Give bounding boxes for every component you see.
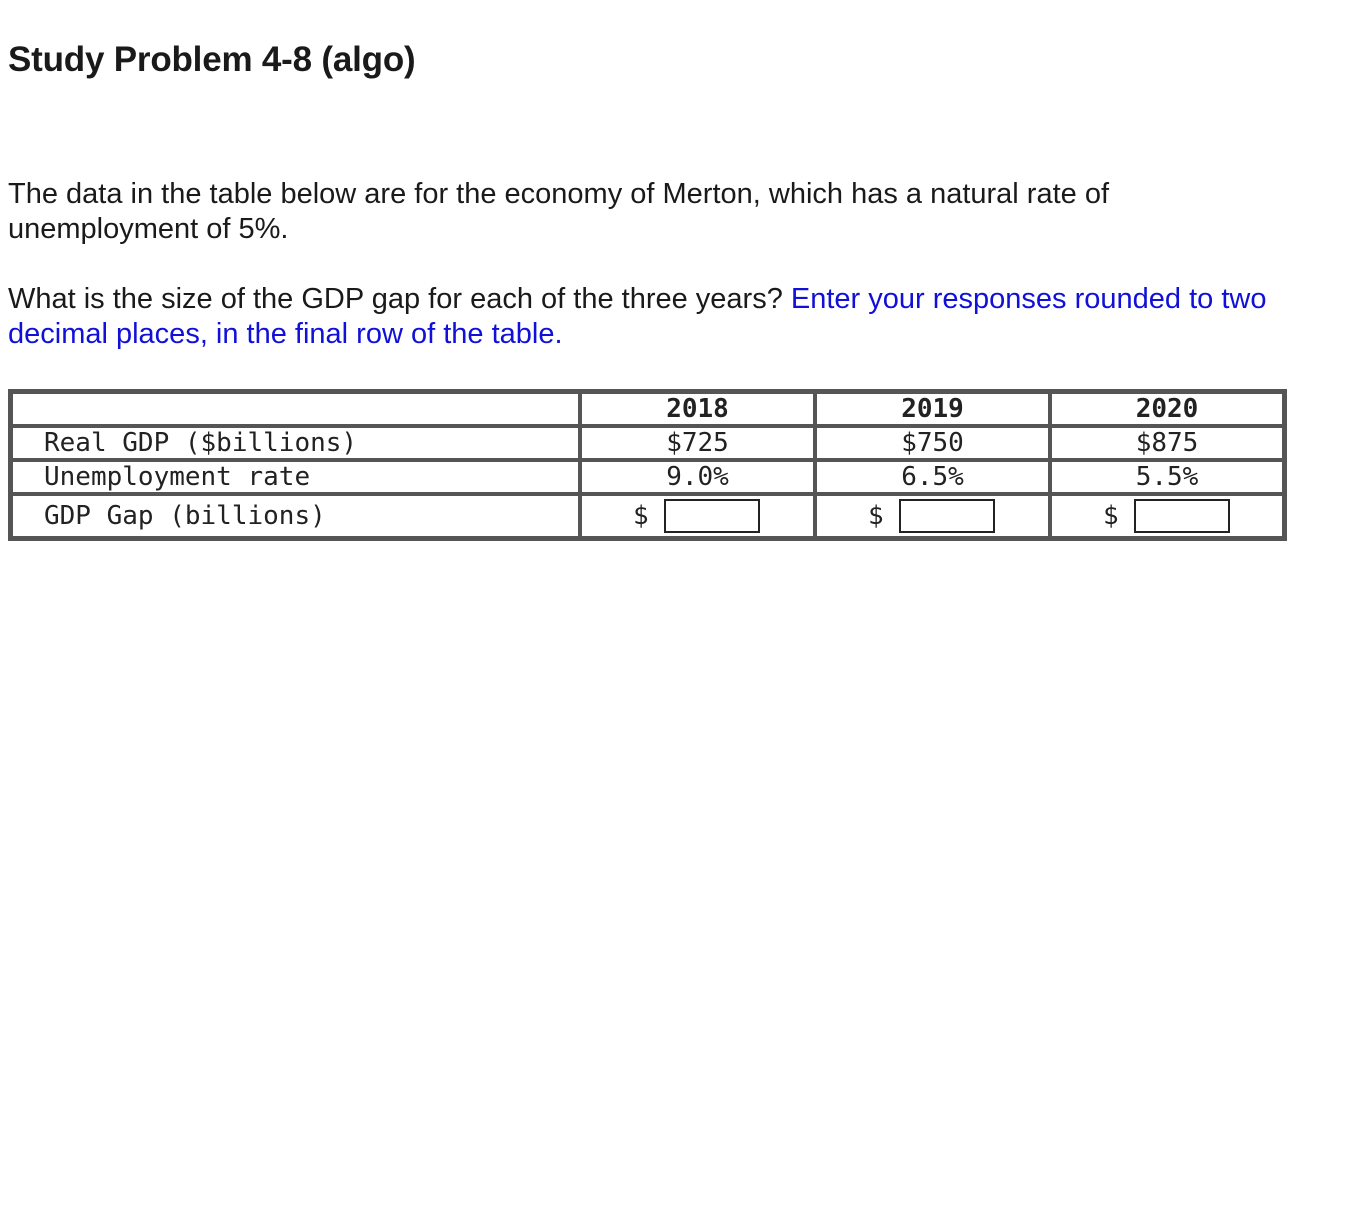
dollar-sign: $ bbox=[1103, 501, 1119, 531]
table-row-gdp-gap bbox=[11, 494, 1284, 538]
row-label-unemployment-rate: Unemployment rate bbox=[11, 460, 580, 494]
row-label-real-gdp: Real GDP ($billions) bbox=[11, 426, 580, 460]
intro-line-1: The data in the table below are for the economy of Merton, which has a natural rate of bbox=[8, 178, 1110, 210]
question-text bbox=[8, 282, 1354, 352]
gdp-gap-input-2020[interactable] bbox=[1134, 499, 1230, 533]
dollar-sign: $ bbox=[868, 501, 884, 531]
dollar-sign: $ bbox=[633, 501, 649, 531]
real-gdp-2020: $875 bbox=[1050, 426, 1284, 460]
table-row-unemployment-rate bbox=[11, 460, 1284, 494]
real-gdp-2019: $750 bbox=[815, 426, 1050, 460]
question-line-1 bbox=[8, 282, 1354, 317]
instruction-line-2: decimal places, in the final row of the table. bbox=[8, 318, 563, 350]
gdp-gap-input-2019[interactable] bbox=[899, 499, 995, 533]
gdp-gap-cell-2018 bbox=[580, 494, 815, 538]
gdp-gap-input-2018[interactable] bbox=[664, 499, 760, 533]
intro-text bbox=[8, 177, 1348, 247]
year-header-2018: 2018 bbox=[580, 392, 815, 426]
year-header-2019: 2019 bbox=[815, 392, 1050, 426]
unemployment-rate-2018: 9.0% bbox=[580, 460, 815, 494]
year-header-2020: 2020 bbox=[1050, 392, 1284, 426]
unemployment-rate-2020: 5.5% bbox=[1050, 460, 1284, 494]
instruction-line-1: Enter your responses rounded to two bbox=[790, 283, 1267, 315]
row-label-gdp-gap: GDP Gap (billions) bbox=[11, 494, 580, 538]
intro-line-2: unemployment of 5%. bbox=[8, 213, 289, 245]
table-row-real-gdp bbox=[11, 426, 1284, 460]
header-blank-cell bbox=[11, 392, 580, 426]
gdp-data-table bbox=[8, 389, 1287, 541]
real-gdp-2018: $725 bbox=[580, 426, 815, 460]
page-title: Study Problem 4-8 (algo) bbox=[8, 40, 416, 79]
question-prompt: What is the size of the GDP gap for each of the three years? bbox=[8, 283, 791, 315]
table-header-row bbox=[11, 392, 1284, 426]
gdp-gap-cell-2019 bbox=[815, 494, 1050, 538]
unemployment-rate-2019: 6.5% bbox=[815, 460, 1050, 494]
gdp-gap-cell-2020 bbox=[1050, 494, 1284, 538]
